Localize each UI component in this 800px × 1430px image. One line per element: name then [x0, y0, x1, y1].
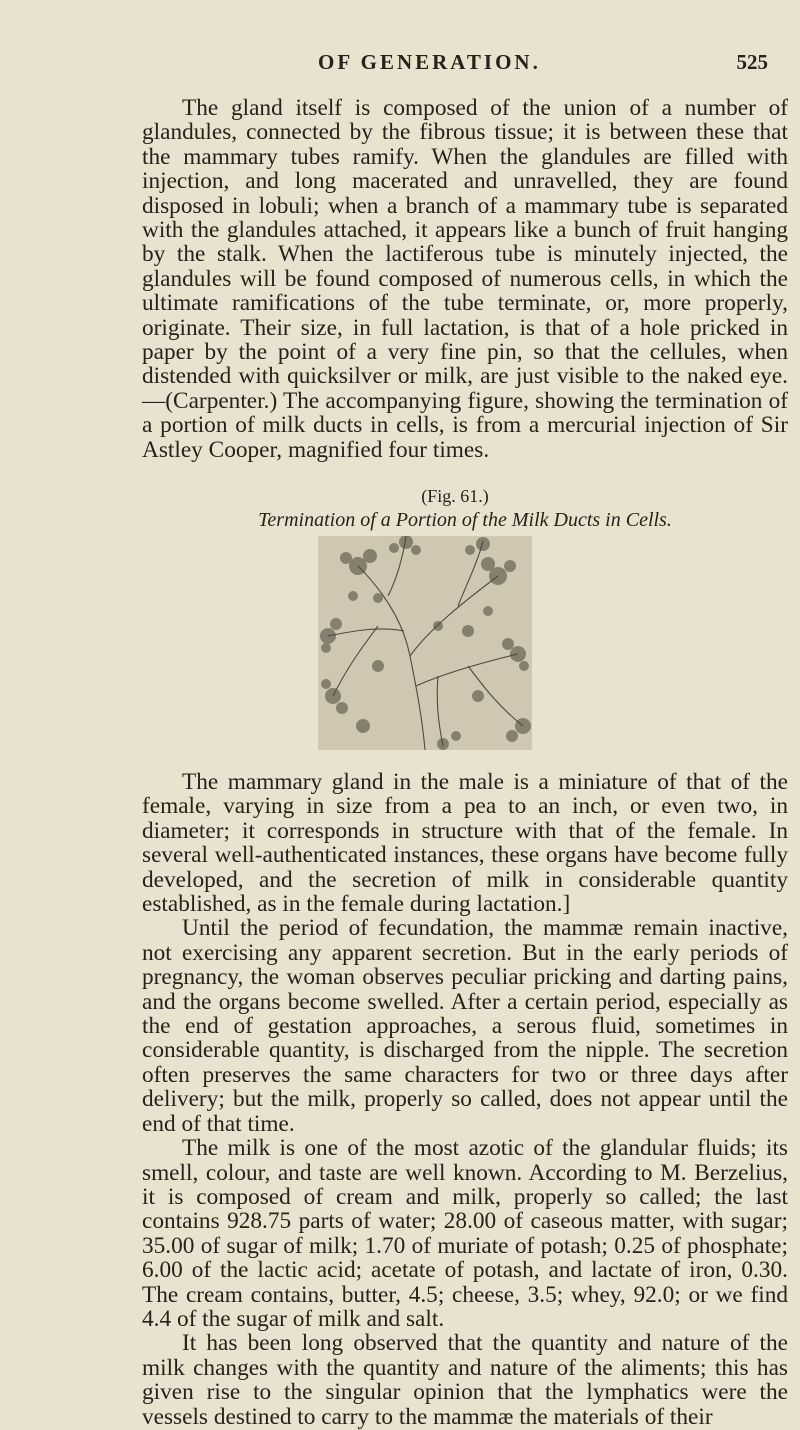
figure-caption	[142, 486, 788, 532]
page-header	[300, 50, 770, 90]
paragraph: The gland itself is composed of the union of a number of glandules, connected by the fibrous tissue; it is between these that the mammary tubes ramify. When the glandules are filled with injection, and long macerated and unravelled, they are found disposed in lobuli; when a branch of a mammary tube is separated with the glandules attached, it appears like a bunch of fruit hanging by the stalk. When the lactiferous tube is minutely injected, the glandules will be found composed of numerous cells, in which the ultimate ramifications of the tube terminate, or, more properly, originate. Their size, in full lactation, is that of a hole pricked in paper by the point of a very fine pin, so that the cellules, when distended with quicksilver or milk, are just visible to the naked eye.—(Carpenter.) The accompanying figure, showing the termination of a portion of milk ducts in cells, is from a mercurial injection of Sir Astley Cooper, magnified four times.	[142, 95, 788, 463]
paragraph: The mammary gland in the male is a miniature of that of the female, varying in size from a pea to an inch, or even two, in diameter; it corresponds in structure with that of the female. In several well-authenticated instances, these organs have become fully developed, and the secretion of milk in considerable quantity established, as in the female during lactation.]	[142, 769, 788, 918]
body-text-top	[142, 96, 788, 462]
milk-duct-illustration	[318, 536, 532, 750]
paragraph: Until the period of fecundation, the mammæ remain inactive, not exercising any apparent secretion. But in the early periods of pregnancy, the woman observes peculiar pricking and darting pains, and the organs become swelled. After a certain period, especially as the end of gestation approaches, a serous fluid, sometimes in considerable quantity, is discharged from the nipple. The secretion often preserves the same characters for two or three days after delivery; but the milk, properly so called, does not appear until the end of that time.	[142, 915, 788, 1137]
figure-title: Termination of a Portion of the Milk Ducts in Cells.	[258, 509, 672, 531]
figure-number: (Fig. 61.)	[421, 486, 489, 506]
milk-duct-engraving	[318, 536, 532, 750]
paragraph: The milk is one of the most azotic of the glandular fluids; its smell, colour, and taste are well known. According to M. Berzelius, it is composed of cream and milk, properly so called; the last contains 928.75 parts of water; 28.00 of caseous matter, with sugar; 35.00 of sugar of milk; 1.70 of muriate of potash; 0.25 of phosphate; 6.00 of the lactic acid; acetate of potash, and lactate of iron, 0.30. The cream contains, butter, 4.5; cheese, 3.5; whey, 92.0; or we find 4.4 of the sugar of milk and salt.	[142, 1135, 788, 1332]
running-title: OF GENERATION.	[318, 50, 541, 74]
page-number: 525	[736, 50, 768, 74]
body-text-bottom	[142, 770, 788, 1429]
paragraph: It has been long observed that the quantity and nature of the milk changes with the quantity and nature of the aliments; this has given rise to the singular opinion that the lymphatics were the vessels destined to carry to the mammæ the materials of their	[142, 1330, 788, 1430]
